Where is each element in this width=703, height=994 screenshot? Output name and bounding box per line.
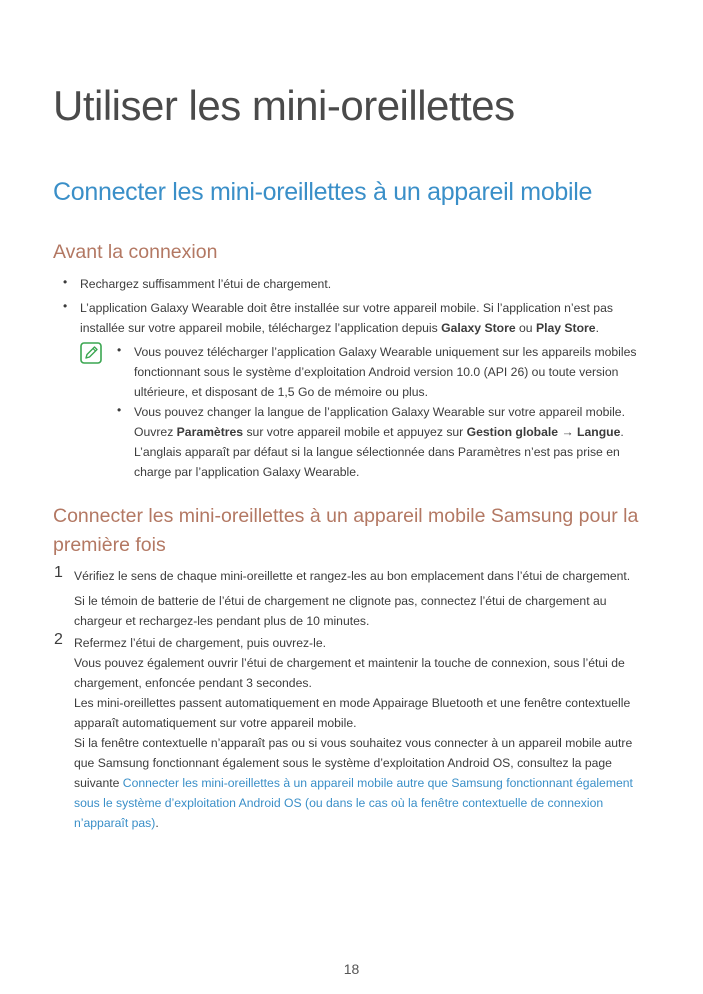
page-number: 18 bbox=[343, 961, 360, 977]
bullet-2-text: L’application Galaxy Wearable doit être installée sur votre appareil mobile. Si l’application n’est pas installée sur votre appareil mobile, téléchargez l’application depuis bbox=[80, 301, 613, 335]
subsection-title-before-connection: Avant la connexion bbox=[53, 241, 218, 263]
play-store-label: Play Store bbox=[535, 321, 596, 335]
note-2-rest: L’anglais apparaît par défaut si la langue sélectionnée dans Paramètres n’est pas prise en charge par l’application Galaxy Wearable. bbox=[134, 445, 620, 479]
note-2-mid: sur votre appareil mobile et appuyez sur bbox=[243, 425, 467, 439]
step-number-1: 1 bbox=[54, 564, 63, 581]
note-item-1: Vous pouvez télécharger l’application Galaxy Wearable uniquement sur les appareils mobiles fonctionnant sous le système d’exploitation Android version 10.0 (API 26) ou toute version ultérieure, et disposant de 1,5 Go de mémoire ou plus. bbox=[134, 345, 637, 399]
galaxy-store-label: Galaxy Store bbox=[441, 321, 516, 335]
note-2-dot: . bbox=[620, 425, 624, 439]
bullet-item-1: Rechargez suffisamment l’étui de chargement. bbox=[80, 277, 332, 291]
parametres-label: Paramètres bbox=[176, 425, 244, 439]
step-2-sub3-prefix: Si la fenêtre contextuelle n’apparaît pas ou si vous souhaitez vous connecter à un appareil mobile autre que Samsung fonctionnant également sous le système d’exploitation Android OS, consultez la page suivante bbox=[74, 736, 633, 790]
gestion-globale-label: Gestion globale bbox=[466, 425, 559, 439]
note-2-line2 bbox=[134, 422, 654, 442]
step-2-text: Refermez l’étui de chargement, puis ouvrez-le. bbox=[74, 636, 326, 650]
note-2-ouvrez: Ouvrez bbox=[134, 425, 177, 439]
note-pencil-icon bbox=[80, 342, 102, 364]
page-title: Utiliser les mini-oreillettes bbox=[53, 82, 515, 129]
note-item-2 bbox=[134, 402, 654, 482]
step-2-sub3-suffix: . bbox=[155, 816, 159, 830]
step-1-sub: Si le témoin de batterie de l’étui de chargement ne clignote pas, connectez l’étui de chargement au chargeur et rechargez-les pendant plus de 10 minutes. bbox=[74, 594, 607, 628]
connect-non-samsung-link[interactable]: Connecter les mini-oreillettes à un appareil mobile autre que Samsung fonctionnant également sous le système d’exploitation Android OS (ou dans le cas où la fenêtre contextuelle de connexion n’apparaît pas) bbox=[74, 776, 633, 830]
bullet-2-suffix: . bbox=[595, 321, 599, 335]
step-2-sub2: Les mini-oreillettes passent automatiquement en mode Appairage Bluetooth et une fenêtre contextuelle apparaît automatiquement sur votre appareil mobile. bbox=[74, 696, 631, 730]
subsection-title-samsung-first-time: Connecter les mini-oreillettes à un appareil mobile Samsung pour la première fois bbox=[53, 505, 639, 556]
bullet-dot: • bbox=[63, 275, 68, 289]
note-2-line1: Vous pouvez changer la langue de l’application Galaxy Wearable sur votre appareil mobile. bbox=[134, 405, 625, 419]
langue-label: Langue bbox=[577, 425, 621, 439]
bullet-dot: • bbox=[63, 299, 68, 313]
step-1-text: Vérifiez le sens de chaque mini-oreillette et rangez-les au bon emplacement dans l’étui de chargement. bbox=[74, 569, 631, 583]
section-title: Connecter les mini-oreillettes à un appareil mobile bbox=[53, 178, 593, 206]
note-bullet-dot: • bbox=[117, 343, 122, 357]
step-2-sub1: Vous pouvez également ouvrir l’étui de chargement et maintenir la touche de connexion, sous l’étui de chargement, enfoncée pendant 3 secondes. bbox=[74, 656, 625, 690]
step-2-sub3 bbox=[74, 733, 634, 833]
arrow-icon: → bbox=[558, 425, 578, 439]
step-number-2: 2 bbox=[54, 631, 63, 648]
bullet-2-mid: ou bbox=[515, 321, 536, 335]
note-bullet-dot: • bbox=[117, 403, 122, 417]
bullet-item-2 bbox=[80, 298, 655, 338]
